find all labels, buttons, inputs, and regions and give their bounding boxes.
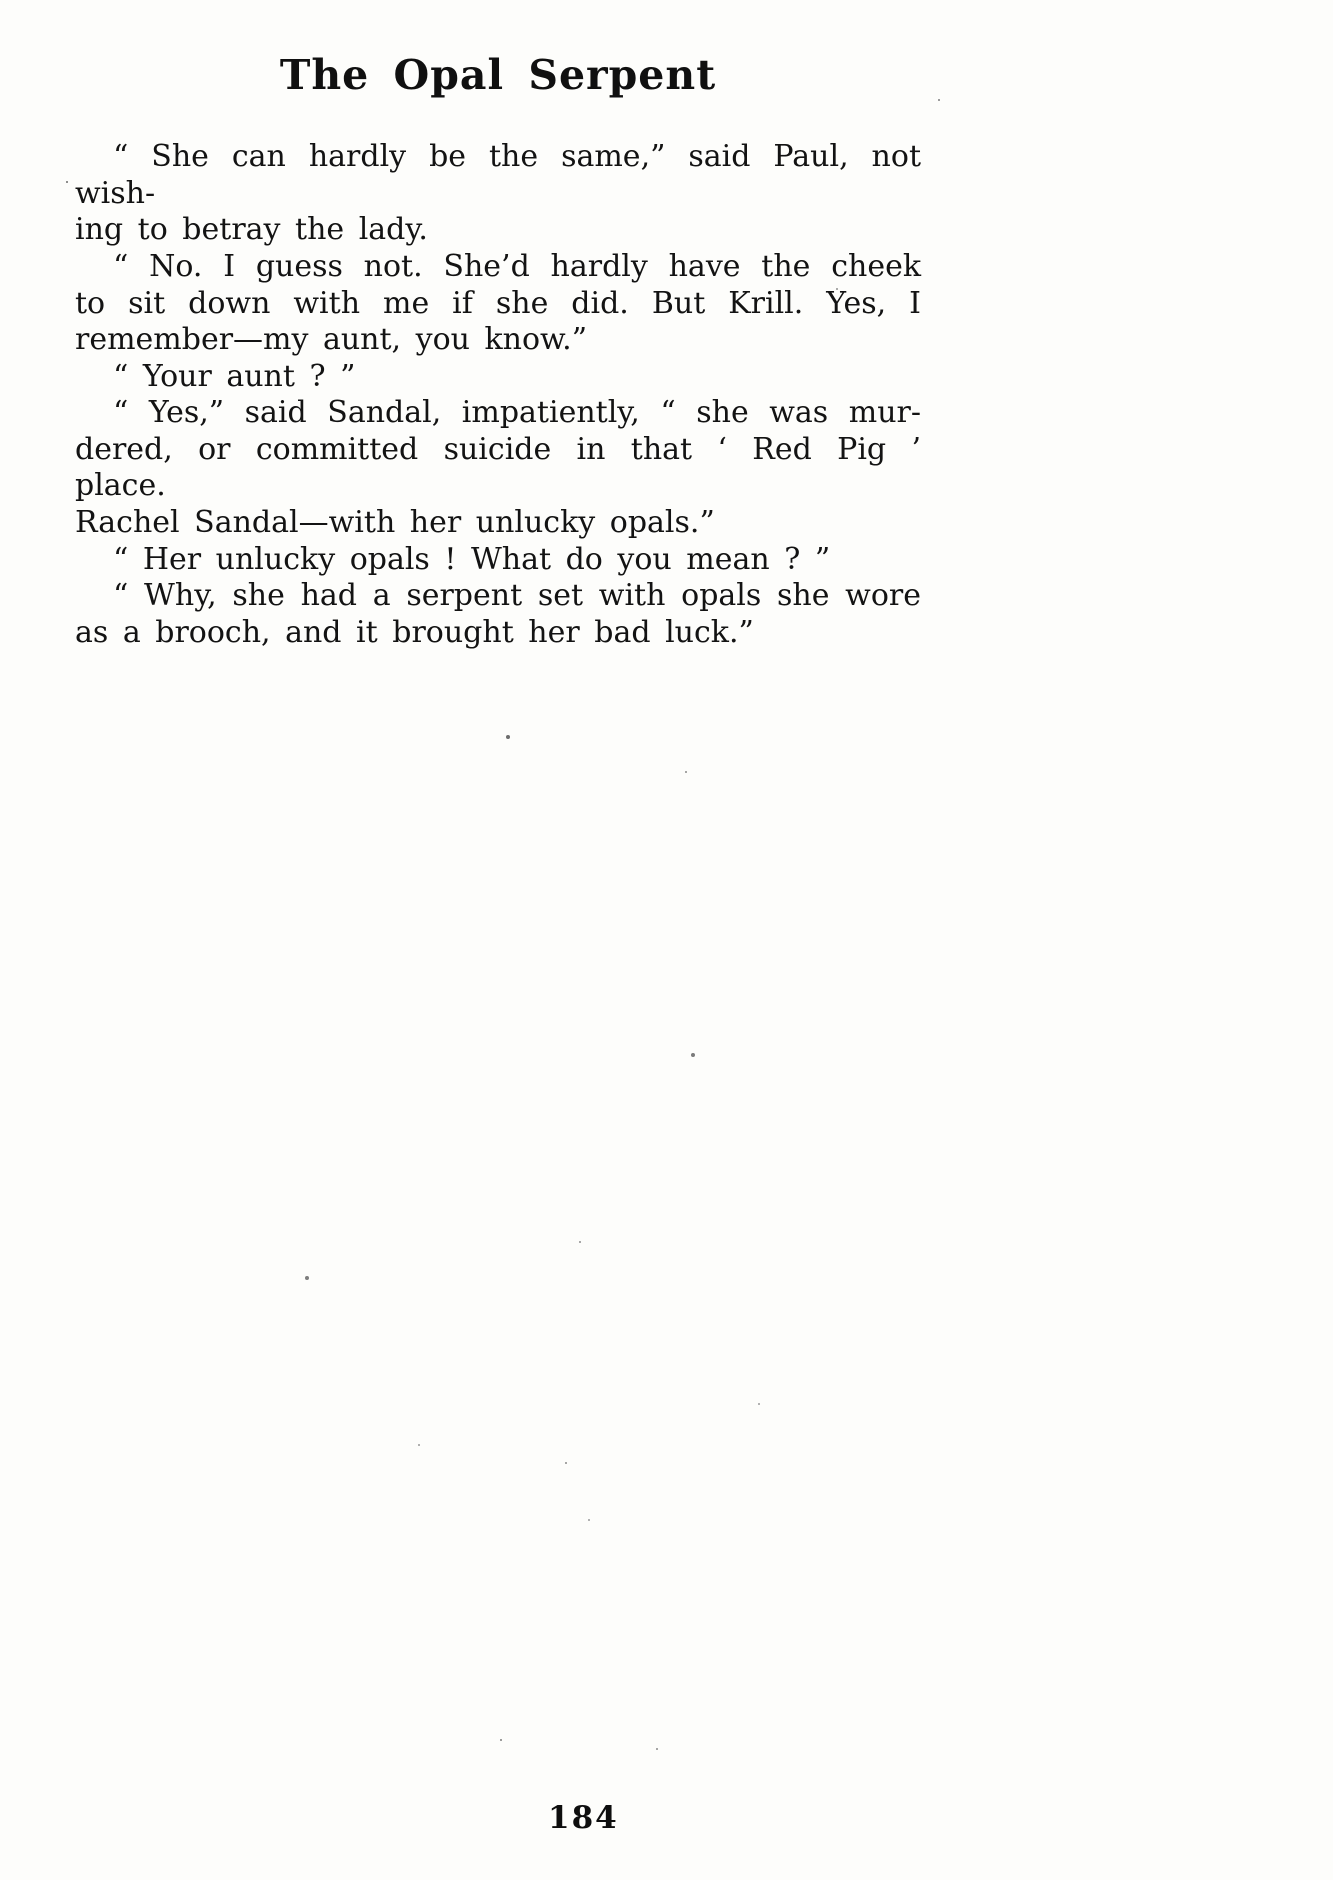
text-line: “ Your aunt ? ” — [113, 358, 356, 394]
text-column — [75, 0, 921, 651]
body-text — [75, 139, 921, 651]
text-line: “ Yes,” said Sandal, impatiently, “ she was mur- — [113, 395, 921, 431]
paragraph — [75, 139, 921, 249]
page-number: 184 — [548, 1800, 619, 1836]
text-line: as a brooch, and it brought her bad luck.” — [75, 614, 754, 650]
text-line: to sit down with me if she did. But Krill. Yes, I — [75, 285, 921, 321]
paragraph — [75, 359, 921, 396]
text-line: remember—my aunt, you know.” — [75, 322, 588, 358]
text-line: “ No. I guess not. She’d hardly have the cheek — [113, 248, 921, 284]
text-line: dered, or committed suicide in that ‘ Red Pig ’ place. — [75, 431, 921, 504]
text-line: “ Why, she had a serpent set with opals she wore — [113, 578, 921, 614]
text-line: “ Her unlucky opals ! What do you mean ? ” — [113, 541, 831, 577]
paragraph — [75, 395, 921, 541]
page-title: The Opal Serpent — [279, 51, 717, 99]
text-line: “ She can hardly be the same,” said Paul, not wish- — [75, 139, 921, 211]
paragraph — [75, 542, 921, 579]
text-line: ing to betray the lady. — [75, 212, 428, 248]
scan-speckles — [0, 0, 2, 2]
text-line: Rachel Sandal—with her unlucky opals.” — [75, 505, 715, 541]
paragraph — [75, 578, 921, 651]
paragraph — [75, 249, 921, 359]
